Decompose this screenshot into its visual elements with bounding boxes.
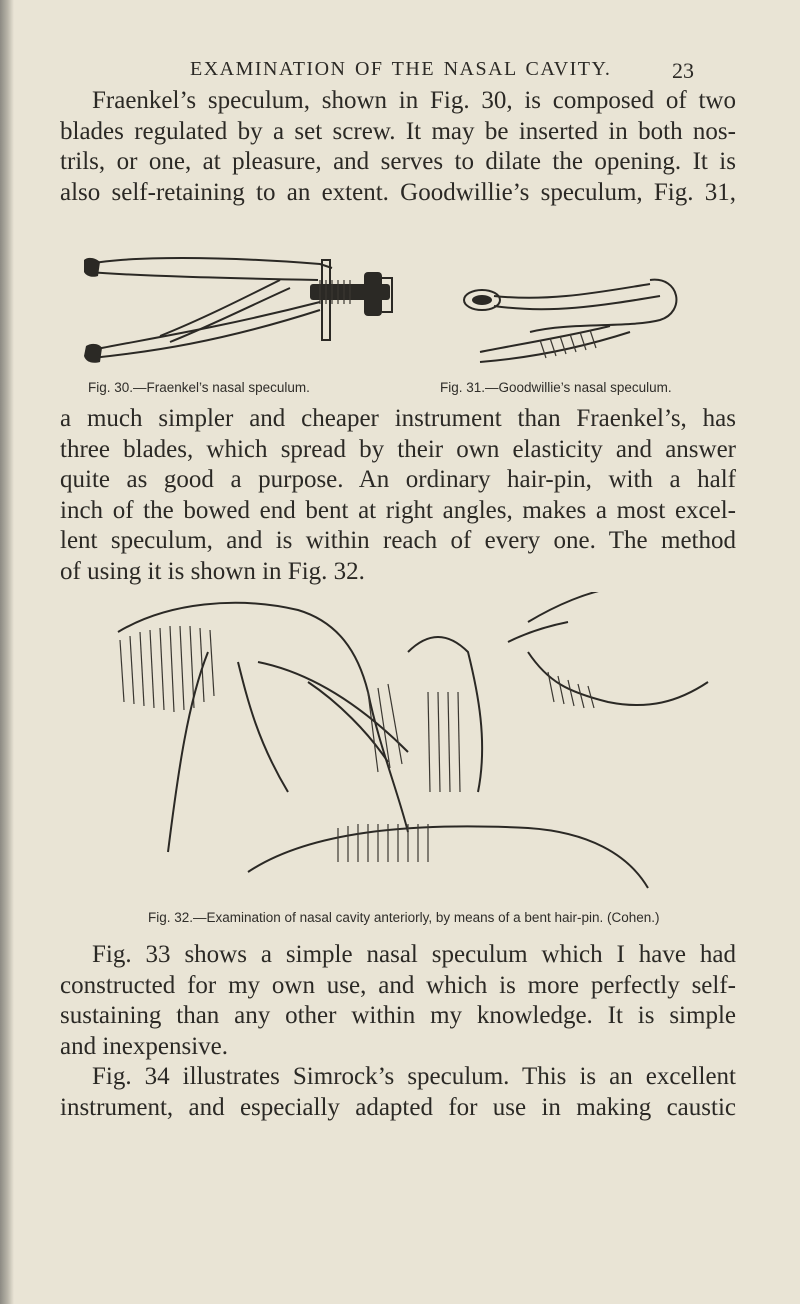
text-line: inch of the bowed end bent at right angles, makes a most excel- (60, 496, 736, 524)
text-line: a much simpler and cheaper instrument than Fraenkel’s, has (60, 405, 736, 432)
text-line: Fraenkel’s speculum, shown in Fig. 30, is composed of two (92, 87, 736, 114)
text-line: sustaining than any other within my knowledge. It is simple (60, 1002, 736, 1029)
text-line: also self-retaining to an extent. Goodwillie’s speculum, Fig. 31, (60, 178, 736, 206)
figure-31-caption: Fig. 31.—Goodwillie’s nasal speculum. (440, 380, 672, 395)
paragraph-fig33 (60, 940, 736, 1062)
running-head: EXAMINATION OF THE NASAL CAVITY. (190, 58, 612, 80)
goodwillie-speculum-illustration (450, 262, 690, 372)
text-line: three blades, which spread by their own elasticity and answer (60, 435, 736, 463)
paragraph-fraenkel (60, 86, 736, 208)
text-line: constructed for my own use, and which is more perfectly self- (60, 971, 736, 999)
text-line: and inexpensive. (60, 1032, 229, 1060)
text-line: lent speculum, and is within reach of every one. The method (60, 527, 736, 554)
text-line: trils, or one, at pleasure, and serves to dilate the opening. It is (60, 148, 736, 175)
figure-30-caption: Fig. 30.—Fraenkel’s nasal speculum. (88, 380, 310, 395)
paragraph-goodwillie (60, 404, 736, 587)
figure-32-caption: Fig. 32.—Examination of nasal cavity anteriorly, by means of a bent hair-pin. (Cohen.) (148, 910, 660, 925)
page-number: 23 (672, 58, 694, 83)
text-line: Fig. 33 shows a simple nasal speculum which I have had (92, 941, 736, 968)
text-line: Fig. 34 illustrates Simrock’s speculum. This is an excellent (92, 1063, 736, 1090)
text-line: of using it is shown in Fig. 32. (60, 557, 365, 585)
text-line: instrument, and especially adapted for use in making caustic (60, 1093, 736, 1121)
nasal-examination-illustration (108, 592, 728, 892)
paragraph-fig34 (60, 1062, 736, 1123)
fraenkel-speculum-illustration (70, 250, 400, 370)
text-line: blades regulated by a set screw. It may be inserted in both nos- (60, 117, 736, 145)
text-line: quite as good a purpose. An ordinary hair-pin, with a half (60, 466, 736, 493)
